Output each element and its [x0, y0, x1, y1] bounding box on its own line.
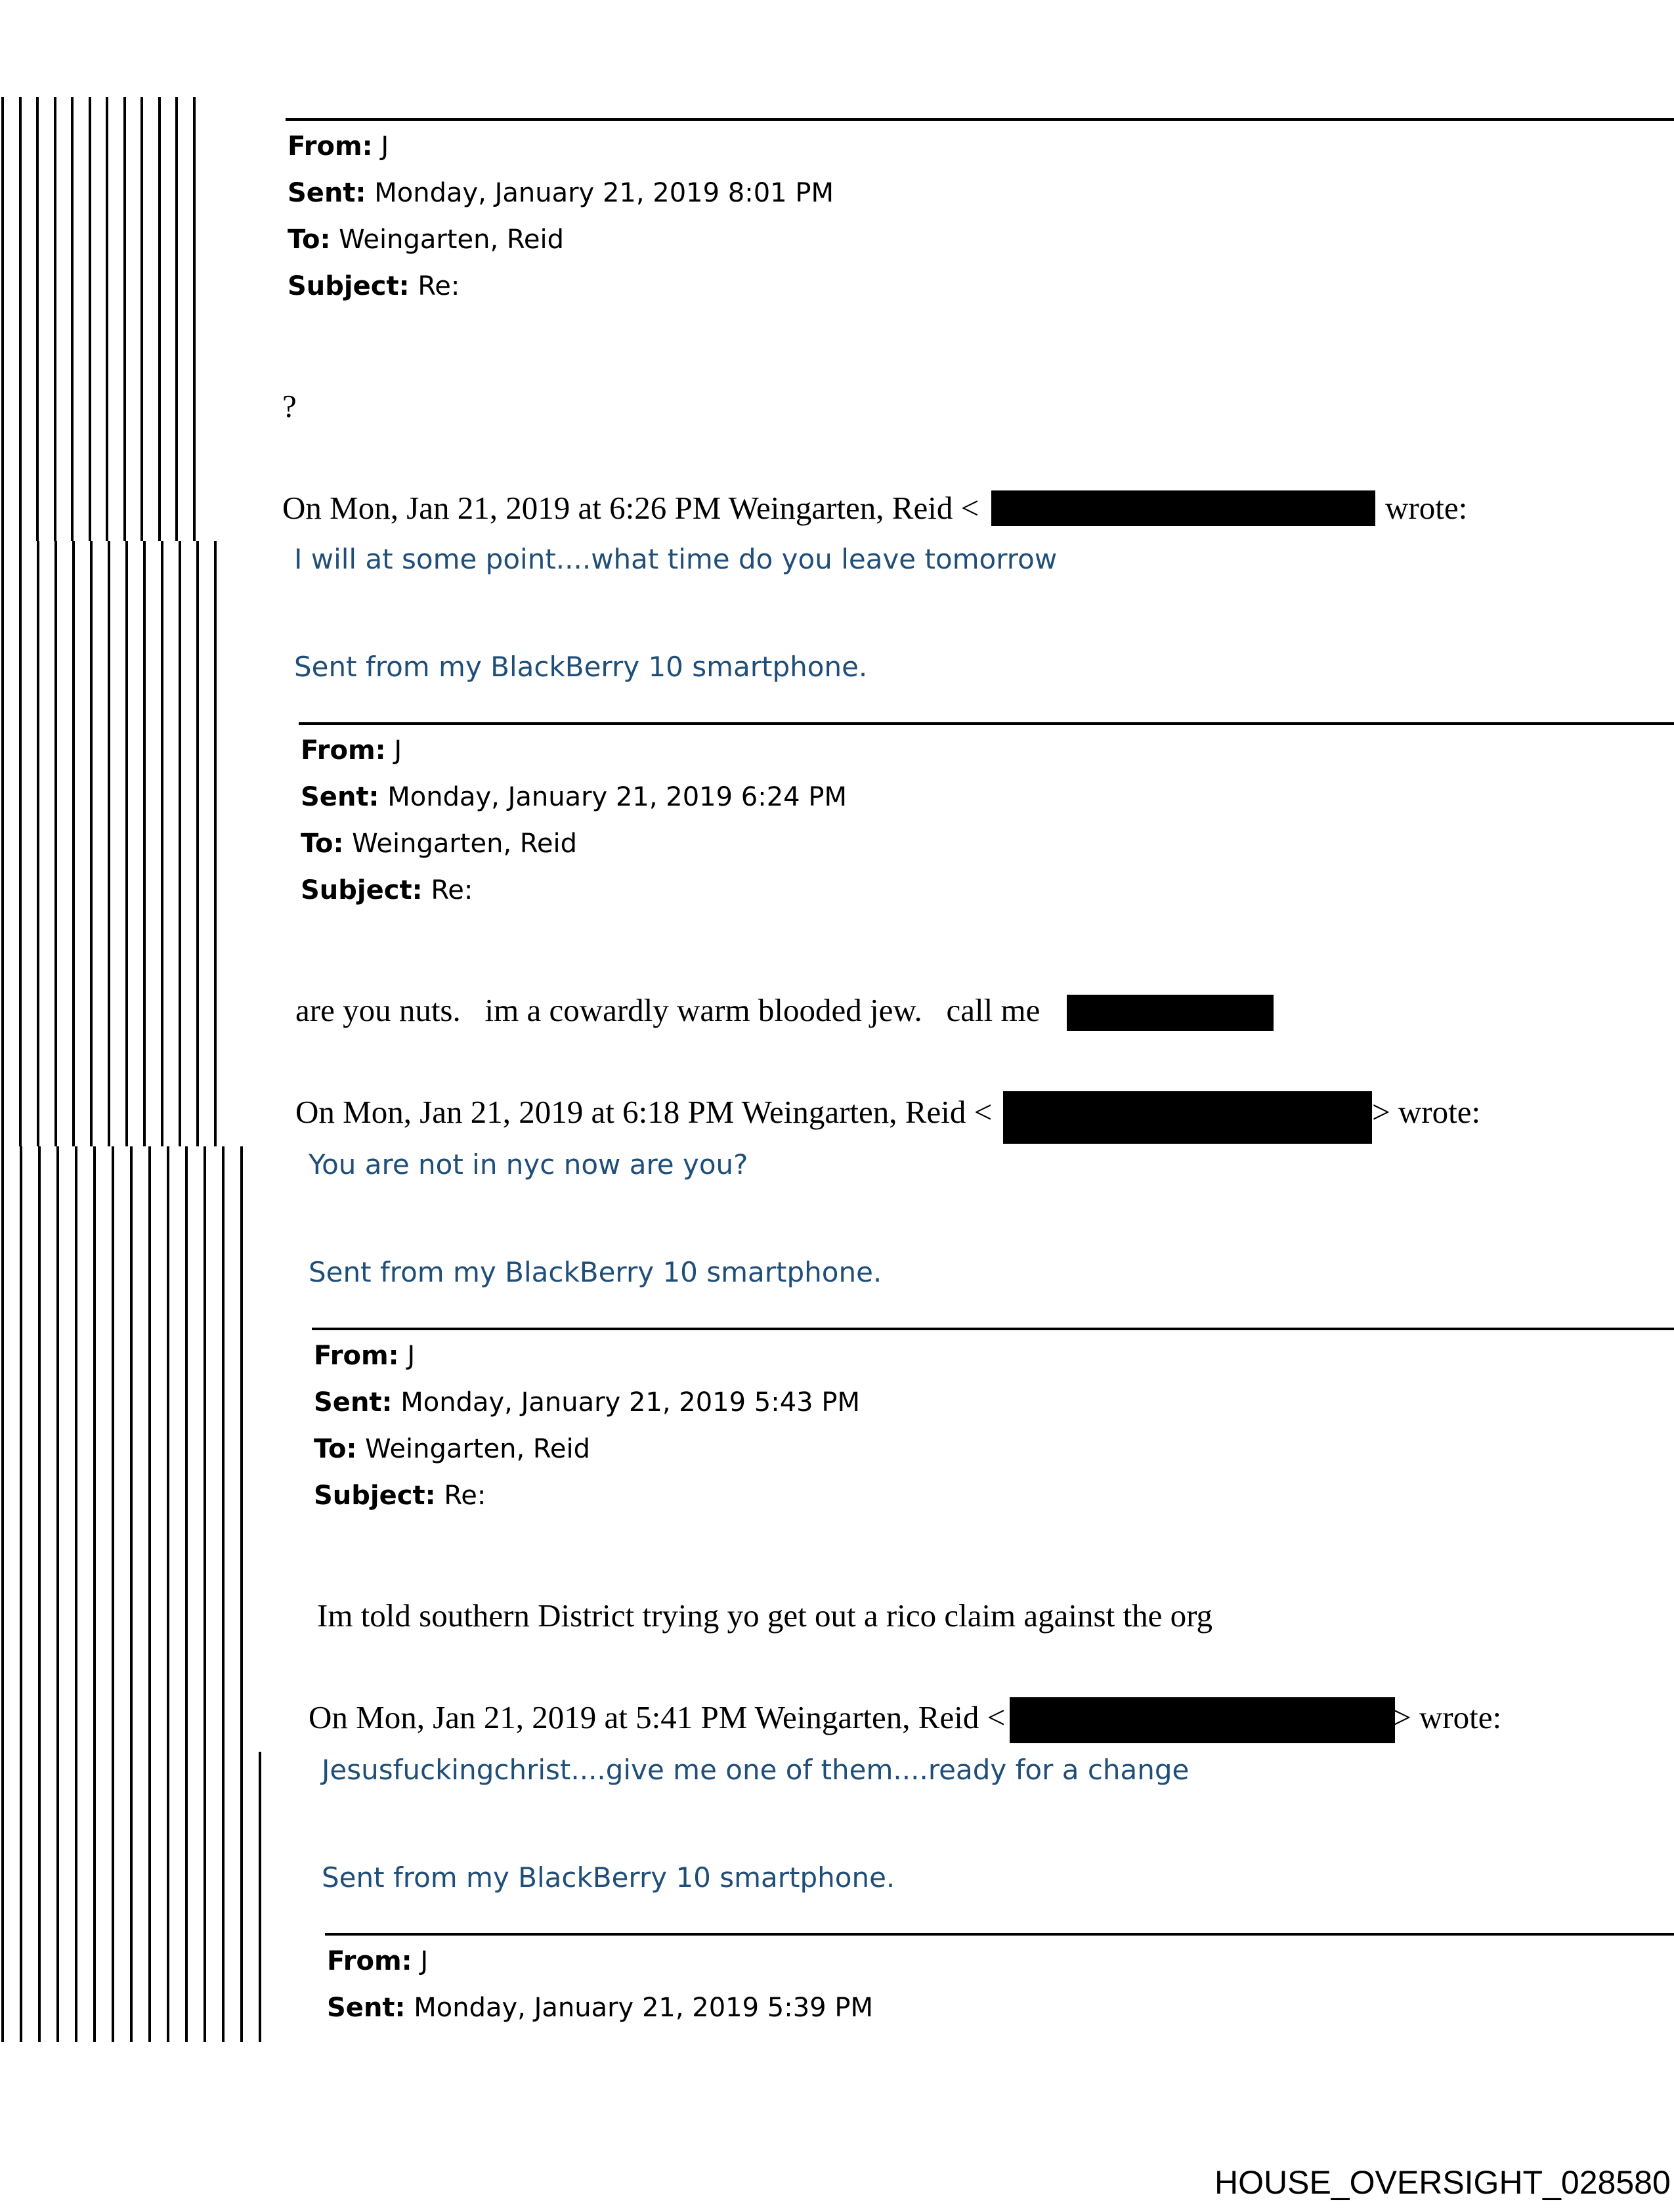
sent-line: Sent: Monday, January 21, 2019 5:43 PM: [314, 1387, 860, 1418]
sent-value: Monday, January 21, 2019 5:39 PM: [414, 1993, 873, 2023]
quote-bar: [123, 97, 126, 541]
quote-bar: [112, 1146, 114, 1752]
subject-line: Subject: Re:: [288, 271, 460, 301]
header-rule: [325, 1933, 1674, 1936]
email-header: [327, 1938, 873, 2031]
quote-bar: [204, 1146, 206, 1752]
subject-value: Re:: [431, 875, 473, 905]
quote-bar: [56, 1146, 59, 1752]
quote-bar: [108, 541, 110, 1146]
quote-bar: [167, 1146, 169, 1752]
quote-bar: [185, 1752, 188, 2042]
quote-bar: [1, 1752, 4, 2042]
email-header: [314, 1333, 860, 1519]
to-value: Weingarten, Reid: [339, 225, 564, 255]
subject-value: Re:: [418, 271, 460, 301]
reply-body: I will at some point....what time do you leave tomorrow: [294, 543, 1058, 575]
quote-bar: [161, 541, 163, 1146]
quote-bar: [56, 1752, 59, 2042]
quote-attribution-suffix: > wrote:: [1372, 1094, 1481, 1130]
email-header: [301, 727, 847, 914]
quote-bar: [75, 1146, 77, 1752]
to-value: Weingarten, Reid: [352, 829, 577, 859]
from-line: From: J: [314, 1341, 416, 1371]
quote-bar: [259, 1752, 261, 2042]
email-body: ?: [282, 388, 297, 424]
sent-line: Sent: Monday, January 21, 2019 8:01 PM: [288, 178, 834, 208]
quote-bar: [143, 541, 146, 1146]
redaction-box: [1067, 995, 1274, 1031]
from-value: J: [420, 1946, 429, 1976]
to-line: To: Weingarten, Reid: [288, 225, 564, 255]
quote-bar: [93, 1752, 96, 2042]
quote-bar: [204, 1752, 206, 2042]
quote-bar: [125, 541, 128, 1146]
quote-bar: [1, 541, 4, 1146]
sent-line: Sent: Monday, January 21, 2019 6:24 PM: [301, 782, 847, 812]
quote-bar: [20, 1752, 22, 2042]
quote-bar: [54, 97, 56, 541]
header-rule: [299, 722, 1674, 725]
quote-bar: [93, 1146, 96, 1752]
quote-bar: [71, 97, 74, 541]
email-header: [288, 123, 834, 310]
from-line: From: J: [288, 131, 389, 162]
header-rule: [286, 118, 1674, 121]
from-line: From: J: [301, 735, 402, 766]
quote-bar: [72, 541, 75, 1146]
quote-bar: [175, 97, 178, 541]
quote-bars-level-3: [0, 1146, 259, 1752]
quote-bar: [148, 1752, 151, 2042]
redaction-box: [991, 490, 1375, 526]
quote-bar: [89, 97, 91, 541]
redaction-box: [1010, 1697, 1395, 1743]
from-value: J: [407, 1341, 416, 1371]
quote-bar: [240, 1146, 243, 1752]
reply-body: Jesusfuckingchrist....give me one of them....ready for a change: [322, 1754, 1190, 1786]
quote-bar: [38, 1146, 41, 1752]
quote-bar: [196, 541, 199, 1146]
quote-bar: [240, 1752, 243, 2042]
quote-bar: [179, 541, 181, 1146]
quote-bar: [20, 1146, 22, 1752]
reply-signature: Sent from my BlackBerry 10 smartphone.: [294, 651, 868, 683]
sent-value: Monday, January 21, 2019 5:43 PM: [400, 1387, 860, 1418]
quote-bar: [214, 541, 217, 1146]
header-rule: [312, 1328, 1674, 1330]
email-body: are you nuts. im a cowardly warm blooded jew. call me: [295, 992, 1041, 1028]
quote-attribution: On Mon, Jan 21, 2019 at 5:41 PM Weingarten, Reid <: [309, 1699, 1006, 1735]
quote-bars-level-2: [0, 541, 236, 1146]
quote-bar: [222, 1146, 225, 1752]
sent-line: Sent: Monday, January 21, 2019 5:39 PM: [327, 1993, 873, 2023]
quote-bars-level-4: [0, 1752, 279, 2042]
quote-attribution-suffix: > wrote:: [1393, 1699, 1502, 1735]
quote-bar: [130, 1146, 133, 1752]
quote-bar: [37, 541, 39, 1146]
quote-bar: [19, 541, 22, 1146]
quote-attribution: On Mon, Jan 21, 2019 at 6:18 PM Weingarten, Reid <: [295, 1094, 993, 1130]
quote-attribution: On Mon, Jan 21, 2019 at 6:26 PM Weingarten, Reid <: [282, 490, 979, 526]
reply-body: You are not in nyc now are you?: [309, 1148, 748, 1181]
quote-bar: [36, 97, 39, 541]
sent-value: Monday, January 21, 2019 6:24 PM: [387, 782, 847, 812]
quote-bar: [222, 1752, 225, 2042]
quote-bar: [193, 97, 196, 541]
to-line: To: Weingarten, Reid: [314, 1434, 590, 1464]
redaction-box: [1003, 1091, 1372, 1144]
quote-bar: [75, 1752, 77, 2042]
quote-bar: [112, 1752, 114, 2042]
quote-bars-level-1: [0, 97, 217, 541]
quote-bar: [140, 97, 143, 541]
from-line: From: J: [327, 1946, 429, 1976]
to-value: Weingarten, Reid: [365, 1434, 590, 1464]
from-value: J: [394, 735, 402, 766]
quote-bar: [106, 97, 108, 541]
quote-bar: [1, 1146, 4, 1752]
subject-line: Subject: Re:: [301, 875, 473, 905]
quote-bar: [167, 1752, 169, 2042]
quote-bar: [54, 541, 57, 1146]
quote-bar: [185, 1146, 188, 1752]
bates-number: HOUSE_OVERSIGHT_028580: [1214, 2164, 1671, 2201]
quote-bar: [1, 97, 4, 541]
reply-signature: Sent from my BlackBerry 10 smartphone.: [322, 1861, 895, 1894]
subject-line: Subject: Re:: [314, 1481, 486, 1511]
quote-bar: [19, 97, 22, 541]
quote-attribution-suffix: wrote:: [1385, 490, 1468, 526]
from-value: J: [381, 131, 389, 162]
quote-bar: [90, 541, 93, 1146]
to-line: To: Weingarten, Reid: [301, 829, 577, 859]
sent-value: Monday, January 21, 2019 8:01 PM: [374, 178, 834, 208]
subject-value: Re:: [444, 1481, 486, 1511]
reply-signature: Sent from my BlackBerry 10 smartphone.: [309, 1256, 882, 1288]
email-body: Im told southern District trying yo get out a rico claim against the org: [317, 1597, 1213, 1634]
quote-bar: [130, 1752, 133, 2042]
quote-bar: [148, 1146, 151, 1752]
quote-bar: [38, 1752, 41, 2042]
quote-bar: [158, 97, 161, 541]
